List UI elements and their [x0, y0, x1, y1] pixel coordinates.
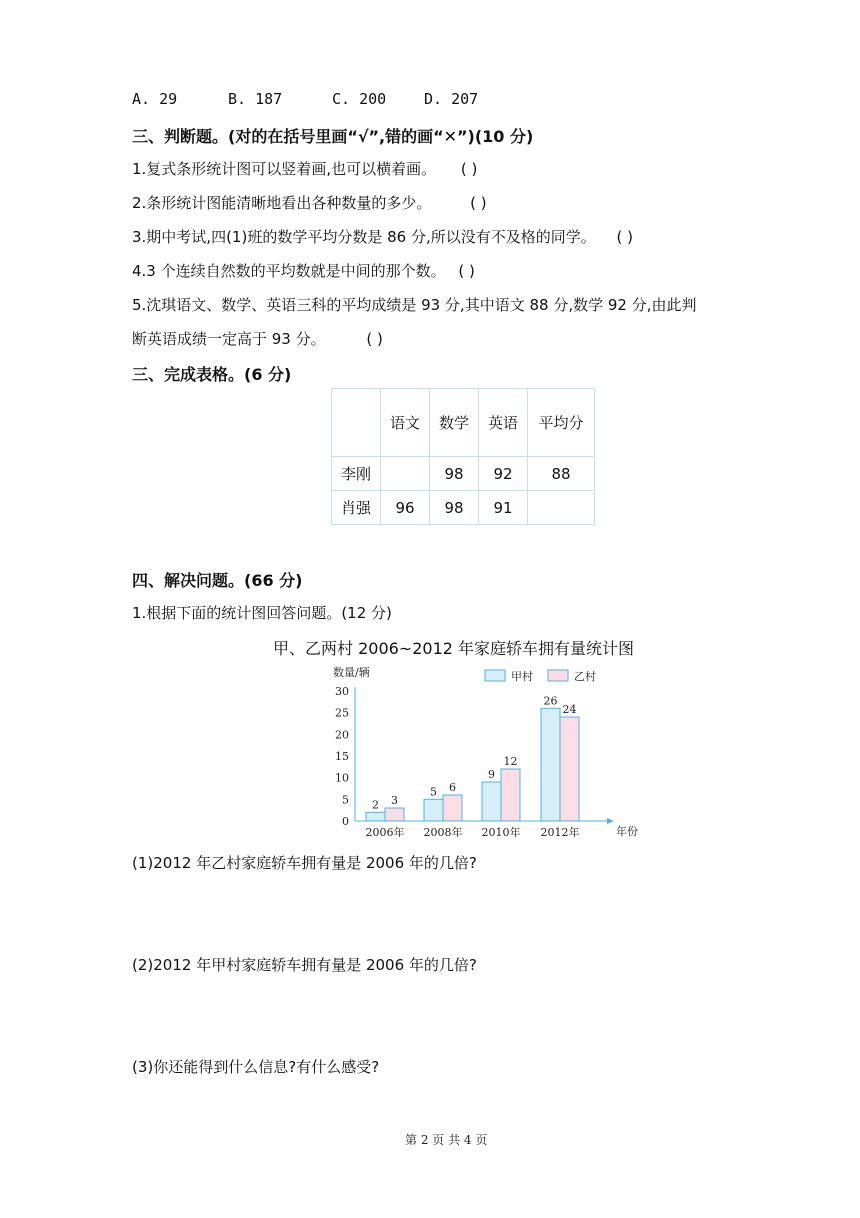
y-tick-label: 10 [335, 771, 349, 785]
y-tick-label: 20 [335, 728, 349, 742]
judge-item-text: 4.3 个连续自然数的平均数就是中间的那个数。 [132, 262, 446, 280]
table-header-cell: 语文 [381, 389, 430, 457]
bar-value-label: 24 [562, 703, 577, 716]
choice-b: B. 187 [228, 90, 283, 108]
bar-value-label: 26 [543, 694, 558, 708]
judge-item-2 [132, 192, 487, 213]
y-tick-label: 30 [335, 685, 349, 698]
bar [482, 782, 501, 821]
x-tick-label: 2010年 [481, 826, 521, 839]
page-footer: 第 2 页 共 4 页 [405, 1133, 488, 1147]
judge-item-1 [132, 158, 477, 179]
solve-heading: 四、解决问题。(66 分) [132, 571, 303, 590]
y-axis-label: 数量/辆 [333, 666, 370, 679]
x-tick-label: 2006年 [365, 826, 405, 839]
table-heading: 三、完成表格。(6 分) [132, 365, 292, 384]
table-cell: 96 [381, 491, 430, 525]
x-axis-arrow [607, 818, 614, 824]
bar-value-label: 6 [449, 781, 456, 794]
table-cell: 91 [479, 491, 528, 525]
choice-d: D. 207 [424, 90, 479, 108]
judge-item-4 [132, 260, 475, 281]
choice-c: C. 200 [332, 90, 387, 108]
bar [424, 799, 443, 821]
answer-paren[interactable]: ( ) [460, 160, 478, 178]
table-header-cell [332, 389, 381, 457]
x-axis-label: 年份 [616, 825, 638, 838]
sub-question-1: (1)2012 年乙村家庭轿车拥有量是 2006 年的几倍? [132, 854, 477, 872]
y-tick-label: 0 [342, 815, 349, 828]
table-cell: 92 [479, 457, 528, 491]
bar [366, 812, 385, 821]
y-tick-label: 5 [342, 793, 349, 807]
table-header-cell: 数学 [430, 389, 479, 457]
answer-paren[interactable]: ( ) [470, 194, 487, 212]
sub-question-2: (2)2012 年甲村家庭轿车拥有量是 2006 年的几倍? [132, 956, 477, 974]
judge-heading: 三、判断题。(对的在括号里画“√”,错的画“✕”)(10 分) [132, 127, 534, 146]
table-cell: 李刚 [332, 457, 381, 491]
sub-question-3: (3)你还能得到什么信息?有什么感受? [132, 1058, 380, 1076]
legend-swatch [548, 670, 568, 681]
judge-item-text: 1.复式条形统计图可以竖着画,也可以横着画。 [132, 160, 437, 178]
chart-title: 甲、乙两村 2006~2012 年家庭轿车拥有量统计图 [273, 639, 635, 658]
x-tick-label: 2012年 [540, 826, 580, 839]
x-tick-label: 2008年 [423, 826, 463, 839]
judge-item-text: 2.条形统计图能清晰地看出各种数量的多少。 [132, 194, 432, 212]
grades-table [331, 388, 595, 525]
judge-item-5-cont [132, 328, 383, 349]
table-header-cell: 平均分 [528, 389, 595, 457]
bar [560, 717, 579, 821]
table-cell: 98 [430, 457, 479, 491]
judge-item-text: 3.期中考试,四(1)班的数学平均分数是 86 分,所以没有不及格的同学。 [132, 228, 596, 246]
bar [501, 769, 520, 821]
bar-value-label: 3 [391, 794, 398, 807]
bar-value-label: 12 [503, 755, 518, 768]
table-cell: 肖强 [332, 491, 381, 525]
legend-label: 甲村 [511, 670, 533, 683]
bar-value-label: 2 [372, 798, 379, 812]
bar-value-label: 9 [488, 768, 495, 781]
table-header-cell: 英语 [479, 389, 528, 457]
legend-swatch [485, 670, 505, 681]
y-tick-label: 25 [335, 706, 349, 720]
legend-label: 乙村 [574, 670, 596, 683]
judge-item-5 [132, 294, 697, 315]
y-tick-label: 15 [335, 750, 349, 763]
question-1: 1.根据下面的统计图回答问题。(12 分) [132, 604, 392, 622]
bar-chart [325, 660, 638, 846]
bar-value-label: 5 [430, 785, 437, 799]
bar [385, 808, 404, 821]
judge-item-3 [132, 226, 633, 247]
answer-paren[interactable]: ( ) [458, 262, 475, 280]
table-cell: 88 [528, 457, 595, 491]
answer-paren[interactable]: ( ) [616, 228, 633, 246]
bar [541, 708, 560, 821]
table-cell-blank[interactable] [381, 457, 430, 491]
judge-item-text: 5.沈琪语文、数学、英语三科的平均成绩是 93 分,其中语文 88 分,数学 92 分,由此判 [132, 296, 697, 314]
table-cell: 98 [430, 491, 479, 525]
judge-item-text: 断英语成绩一定高于 93 分。 [132, 330, 326, 348]
choice-a: A. 29 [132, 90, 178, 108]
bar [443, 795, 462, 821]
answer-paren[interactable]: ( ) [366, 330, 383, 348]
table-cell-blank[interactable] [528, 491, 595, 525]
